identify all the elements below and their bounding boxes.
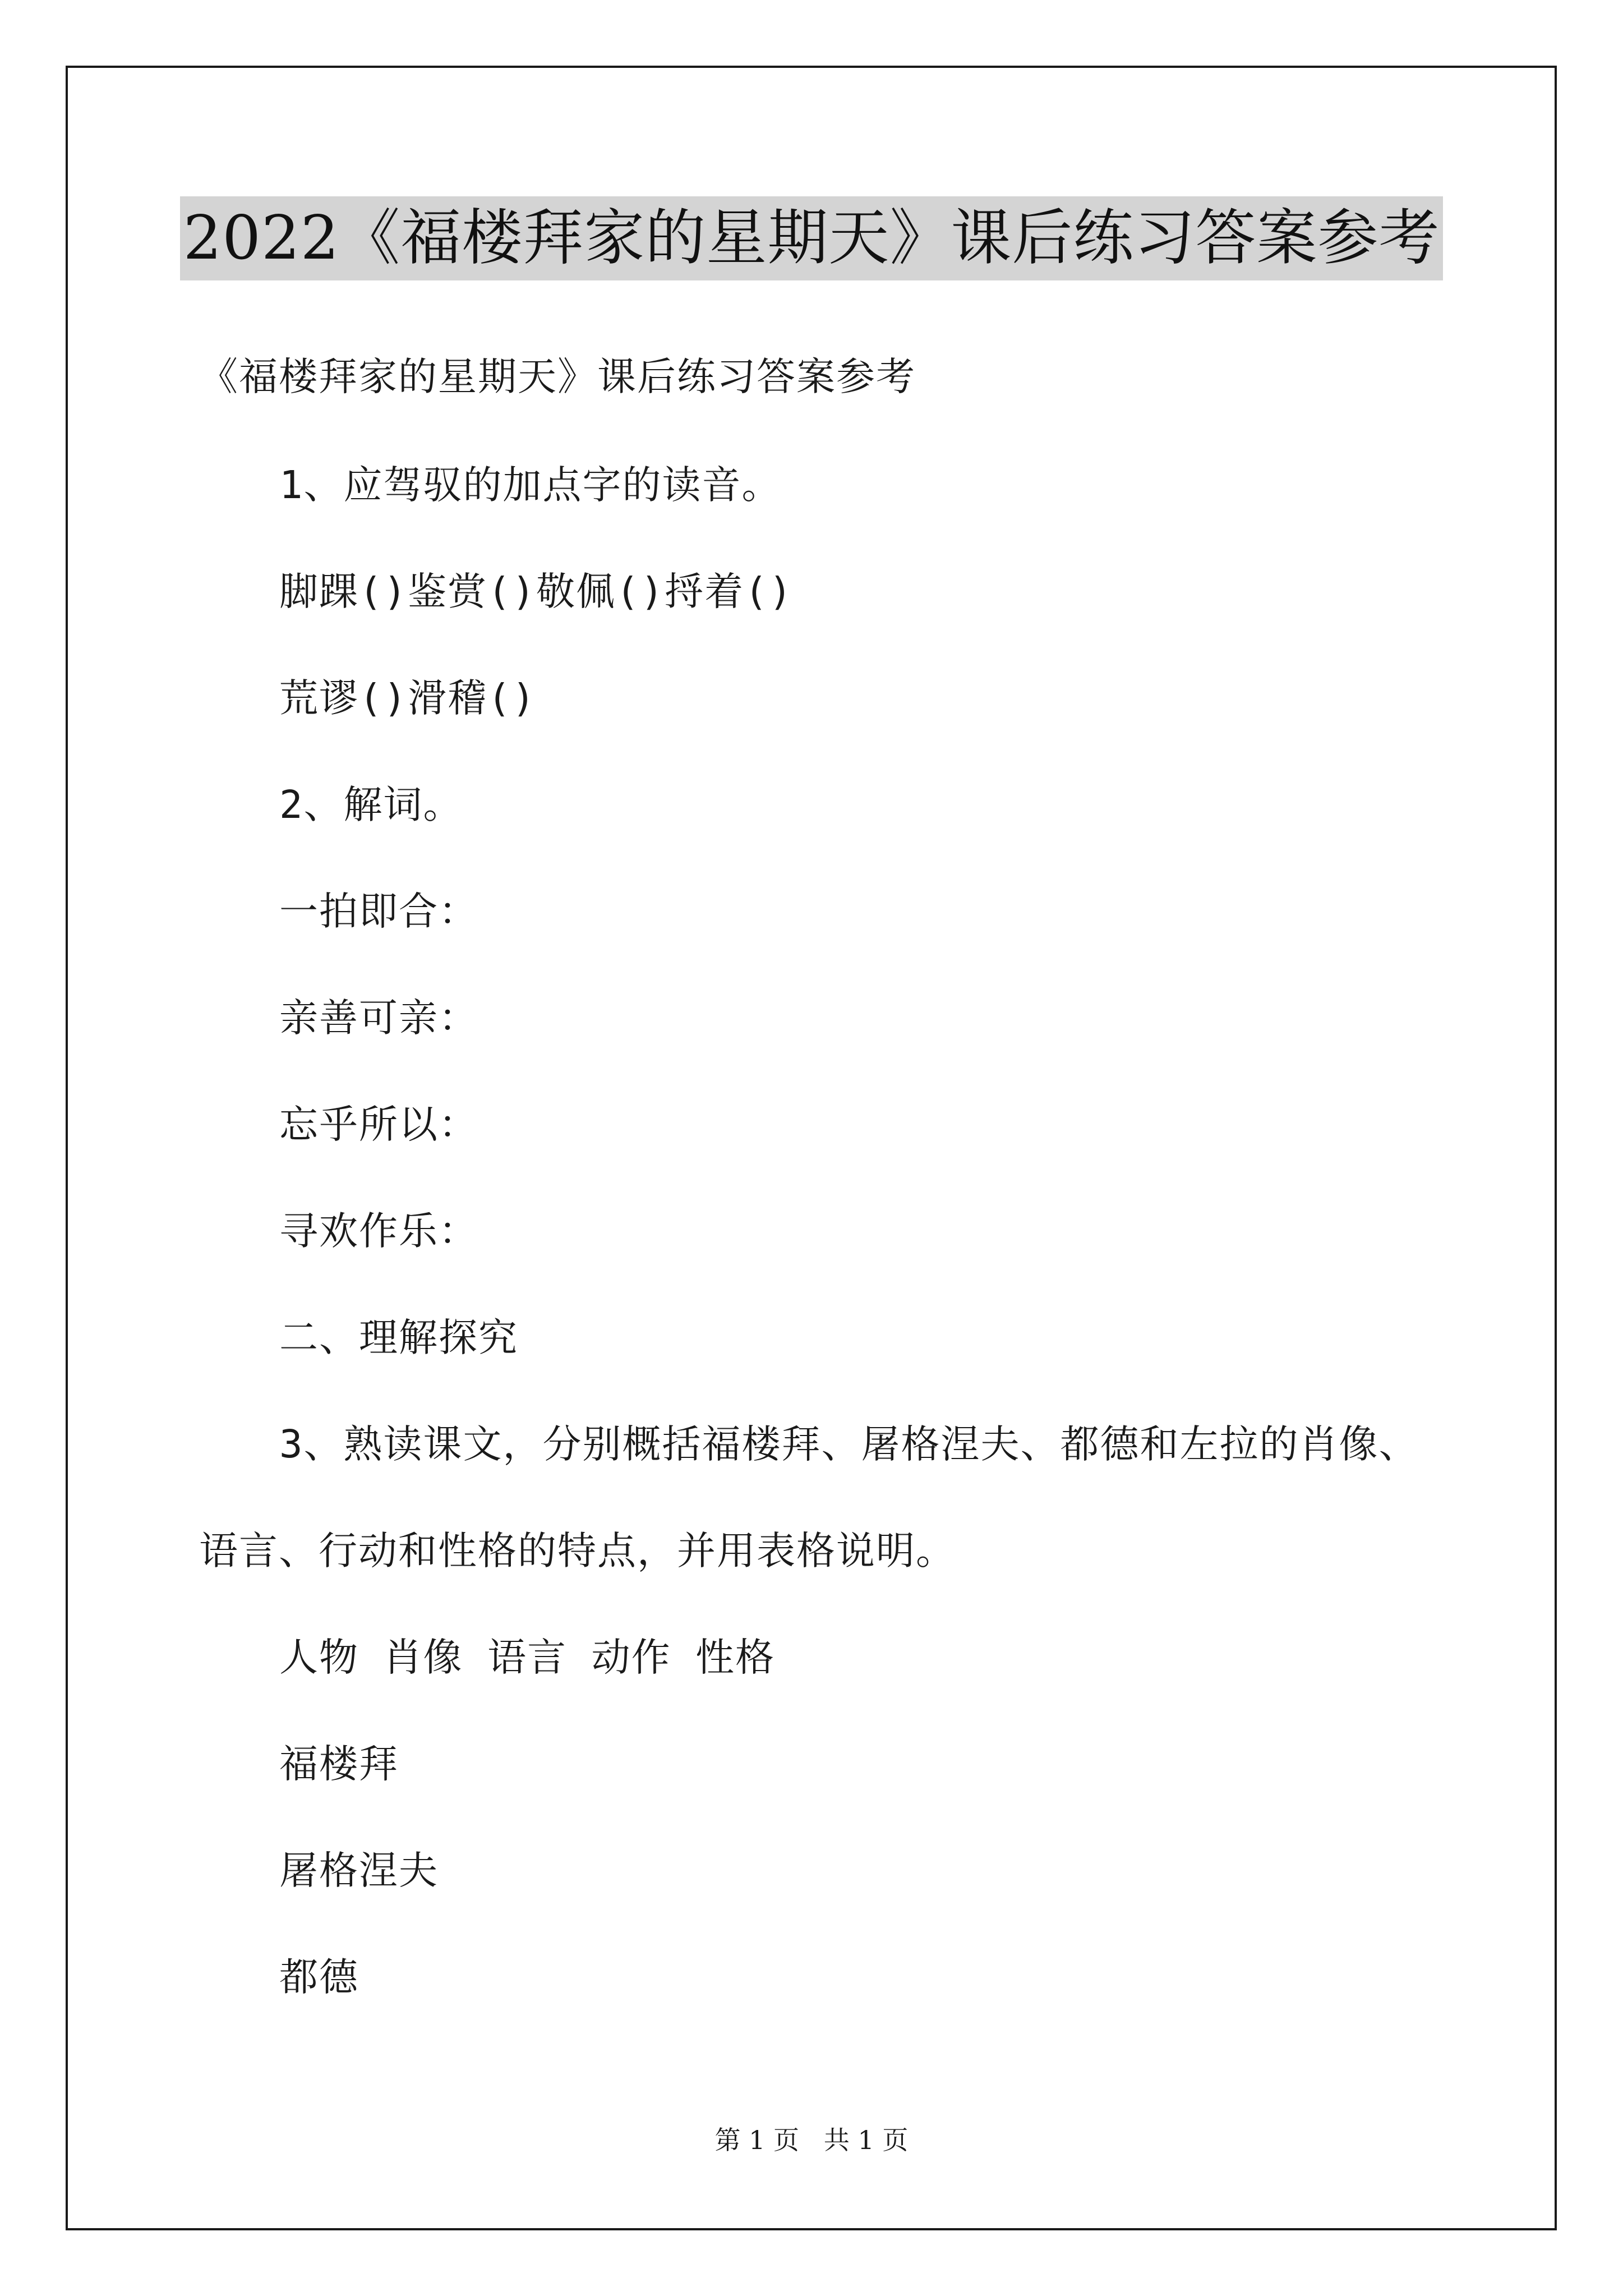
pinyin-line-1: 脚踝()鉴赏()敬佩()捋着()	[279, 569, 794, 614]
table-row-daudet: 都德	[279, 1955, 359, 2000]
question-2-heading: 2、解词。	[279, 783, 463, 827]
question-1-heading: 1、应驾驭的加点字的读音。	[279, 463, 782, 508]
table-row-flaubert: 福楼拜	[279, 1742, 399, 1787]
question-3-line-2: 语言、行动和性格的特点，并用表格说明。	[199, 1529, 956, 1573]
term-2: 亲善可亲：	[279, 996, 478, 1041]
table-row-turgenev: 屠格涅夫	[279, 1848, 439, 1893]
title-container	[0, 196, 1623, 280]
term-4: 寻欢作乐：	[279, 1209, 478, 1254]
pinyin-line-2: 荒谬()滑稽()	[279, 676, 537, 721]
document-subtitle: 《福楼拜家的星期天》课后练习答案参考	[199, 355, 916, 399]
page-number-footer: 第 1 页 共 1 页	[714, 2125, 909, 2155]
section-2-heading: 二、理解探究	[279, 1315, 518, 1360]
document-title: 2022《福楼拜家的星期天》课后练习答案参考	[180, 196, 1444, 280]
table-header-row: 人物 肖像 语言 动作 性格	[279, 1635, 776, 1680]
term-3: 忘乎所以：	[279, 1102, 478, 1147]
term-1: 一拍即合：	[279, 889, 478, 934]
question-3-line-1: 3、熟读课文，分别概括福楼拜、屠格涅夫、都德和左拉的肖像、	[279, 1422, 1419, 1467]
